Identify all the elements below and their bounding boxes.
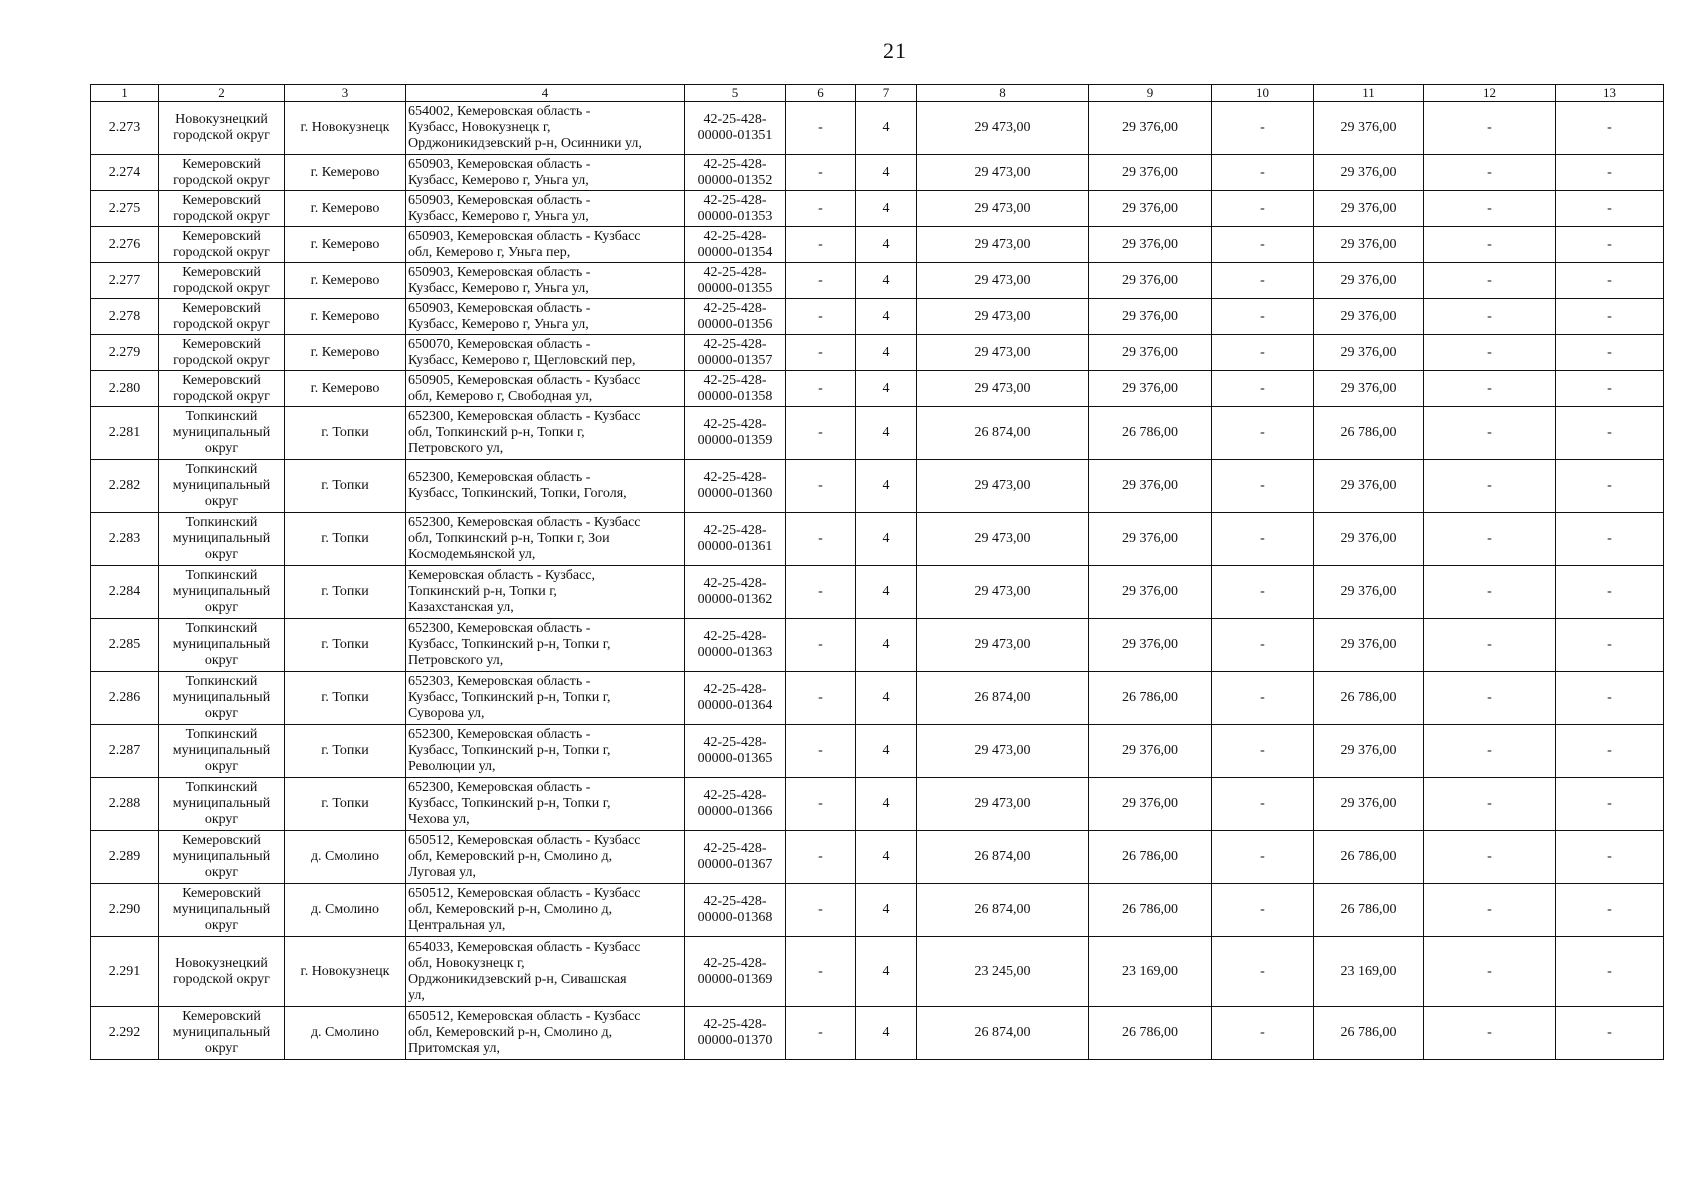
col10-cell: - <box>1212 371 1314 407</box>
col7-cell: 4 <box>856 1007 917 1060</box>
registry-id-cell: 42-25-428- 00000-01370 <box>685 1007 786 1060</box>
col6-cell: - <box>786 566 856 619</box>
col10-cell: - <box>1212 672 1314 725</box>
col11-value-cell: 29 376,00 <box>1314 513 1424 566</box>
table-row <box>91 299 1664 335</box>
col7-cell: 4 <box>856 102 917 155</box>
col13-cell: - <box>1556 335 1664 371</box>
row-index-cell: 2.275 <box>91 191 159 227</box>
col6-cell: - <box>786 831 856 884</box>
row-index-cell: 2.283 <box>91 513 159 566</box>
col9-value-cell: 26 786,00 <box>1089 672 1212 725</box>
col8-value-cell: 29 473,00 <box>917 778 1089 831</box>
row-index-cell: 2.282 <box>91 460 159 513</box>
col6-cell: - <box>786 102 856 155</box>
registry-table <box>90 84 1664 1060</box>
table-row <box>91 884 1664 937</box>
address-cell: 652300, Кемеровская область - Кузбасс, Топкинский р-н, Топки г, Петровского ул, <box>406 619 685 672</box>
col9-value-cell: 26 786,00 <box>1089 884 1212 937</box>
col11-value-cell: 29 376,00 <box>1314 371 1424 407</box>
col7-cell: 4 <box>856 227 917 263</box>
col11-value-cell: 29 376,00 <box>1314 227 1424 263</box>
registry-id-cell: 42-25-428- 00000-01352 <box>685 155 786 191</box>
table-row <box>91 460 1664 513</box>
col11-value-cell: 29 376,00 <box>1314 778 1424 831</box>
col6-cell: - <box>786 884 856 937</box>
col8-value-cell: 26 874,00 <box>917 672 1089 725</box>
col13-cell: - <box>1556 227 1664 263</box>
address-cell: 654033, Кемеровская область - Кузбасс обл, Новокузнецк г, Орджоникидзевский р-н, Сивашская ул, <box>406 937 685 1007</box>
municipality-cell: Новокузнецкий городской округ <box>159 102 285 155</box>
col6-cell: - <box>786 619 856 672</box>
col6-cell: - <box>786 155 856 191</box>
col12-cell: - <box>1424 513 1556 566</box>
settlement-cell: г. Топки <box>285 672 406 725</box>
table-row <box>91 407 1664 460</box>
municipality-cell: Новокузнецкий городской округ <box>159 937 285 1007</box>
col11-value-cell: 23 169,00 <box>1314 937 1424 1007</box>
row-index-cell: 2.277 <box>91 263 159 299</box>
col10-cell: - <box>1212 227 1314 263</box>
col12-cell: - <box>1424 155 1556 191</box>
table-row <box>91 102 1664 155</box>
settlement-cell: г. Кемерово <box>285 335 406 371</box>
col8-value-cell: 26 874,00 <box>917 884 1089 937</box>
row-index-cell: 2.284 <box>91 566 159 619</box>
address-cell: 650903, Кемеровская область - Кузбасс, Кемерово г, Уньга ул, <box>406 263 685 299</box>
col13-cell: - <box>1556 191 1664 227</box>
col13-cell: - <box>1556 831 1664 884</box>
col13-cell: - <box>1556 407 1664 460</box>
settlement-cell: д. Смолино <box>285 1007 406 1060</box>
col7-cell: 4 <box>856 831 917 884</box>
col8-value-cell: 26 874,00 <box>917 407 1089 460</box>
table-row <box>91 672 1664 725</box>
col6-cell: - <box>786 371 856 407</box>
address-cell: 652300, Кемеровская область - Кузбасс обл, Топкинский р-н, Топки г, Петровского ул, <box>406 407 685 460</box>
col11-value-cell: 26 786,00 <box>1314 407 1424 460</box>
col9-value-cell: 29 376,00 <box>1089 371 1212 407</box>
col8-value-cell: 29 473,00 <box>917 566 1089 619</box>
table-row <box>91 227 1664 263</box>
address-cell: 650903, Кемеровская область - Кузбасс, Кемерово г, Уньга ул, <box>406 191 685 227</box>
col9-value-cell: 29 376,00 <box>1089 191 1212 227</box>
settlement-cell: г. Кемерово <box>285 371 406 407</box>
col12-cell: - <box>1424 335 1556 371</box>
col8-value-cell: 29 473,00 <box>917 619 1089 672</box>
col10-cell: - <box>1212 513 1314 566</box>
col10-cell: - <box>1212 884 1314 937</box>
table-row <box>91 778 1664 831</box>
municipality-cell: Кемеровский городской округ <box>159 191 285 227</box>
registry-id-cell: 42-25-428- 00000-01363 <box>685 619 786 672</box>
municipality-cell: Топкинский муниципальный округ <box>159 619 285 672</box>
col6-cell: - <box>786 778 856 831</box>
col9-value-cell: 29 376,00 <box>1089 513 1212 566</box>
municipality-cell: Кемеровский муниципальный округ <box>159 831 285 884</box>
municipality-cell: Кемеровский городской округ <box>159 299 285 335</box>
col7-cell: 4 <box>856 778 917 831</box>
row-index-cell: 2.286 <box>91 672 159 725</box>
col11-value-cell: 26 786,00 <box>1314 1007 1424 1060</box>
col6-cell: - <box>786 227 856 263</box>
table-row <box>91 1007 1664 1060</box>
col7-cell: 4 <box>856 884 917 937</box>
registry-id-cell: 42-25-428- 00000-01355 <box>685 263 786 299</box>
col12-cell: - <box>1424 831 1556 884</box>
column-number: 12 <box>1424 85 1556 102</box>
column-number: 4 <box>406 85 685 102</box>
col6-cell: - <box>786 513 856 566</box>
table-row <box>91 937 1664 1007</box>
municipality-cell: Топкинский муниципальный округ <box>159 725 285 778</box>
col11-value-cell: 29 376,00 <box>1314 155 1424 191</box>
table-row <box>91 371 1664 407</box>
col9-value-cell: 29 376,00 <box>1089 335 1212 371</box>
col13-cell: - <box>1556 102 1664 155</box>
col6-cell: - <box>786 725 856 778</box>
col11-value-cell: 29 376,00 <box>1314 299 1424 335</box>
col6-cell: - <box>786 263 856 299</box>
col13-cell: - <box>1556 371 1664 407</box>
col12-cell: - <box>1424 299 1556 335</box>
settlement-cell: г. Новокузнецк <box>285 937 406 1007</box>
col11-value-cell: 29 376,00 <box>1314 335 1424 371</box>
col10-cell: - <box>1212 725 1314 778</box>
col7-cell: 4 <box>856 263 917 299</box>
col12-cell: - <box>1424 227 1556 263</box>
row-index-cell: 2.290 <box>91 884 159 937</box>
col7-cell: 4 <box>856 619 917 672</box>
col9-value-cell: 29 376,00 <box>1089 619 1212 672</box>
municipality-cell: Кемеровский муниципальный округ <box>159 1007 285 1060</box>
col6-cell: - <box>786 299 856 335</box>
registry-id-cell: 42-25-428- 00000-01368 <box>685 884 786 937</box>
col12-cell: - <box>1424 1007 1556 1060</box>
municipality-cell: Топкинский муниципальный округ <box>159 566 285 619</box>
col10-cell: - <box>1212 102 1314 155</box>
table-row <box>91 155 1664 191</box>
col11-value-cell: 26 786,00 <box>1314 884 1424 937</box>
address-cell: 650512, Кемеровская область - Кузбасс обл, Кемеровский р-н, Смолино д, Притомская ул, <box>406 1007 685 1060</box>
col11-value-cell: 29 376,00 <box>1314 619 1424 672</box>
column-number: 6 <box>786 85 856 102</box>
row-index-cell: 2.273 <box>91 102 159 155</box>
municipality-cell: Топкинский муниципальный округ <box>159 407 285 460</box>
settlement-cell: г. Кемерово <box>285 227 406 263</box>
col10-cell: - <box>1212 460 1314 513</box>
col13-cell: - <box>1556 778 1664 831</box>
col13-cell: - <box>1556 619 1664 672</box>
col8-value-cell: 29 473,00 <box>917 460 1089 513</box>
col12-cell: - <box>1424 672 1556 725</box>
registry-id-cell: 42-25-428- 00000-01360 <box>685 460 786 513</box>
column-number: 9 <box>1089 85 1212 102</box>
col9-value-cell: 29 376,00 <box>1089 263 1212 299</box>
municipality-cell: Кемеровский городской округ <box>159 335 285 371</box>
col9-value-cell: 23 169,00 <box>1089 937 1212 1007</box>
column-number: 7 <box>856 85 917 102</box>
col12-cell: - <box>1424 937 1556 1007</box>
registry-id-cell: 42-25-428- 00000-01369 <box>685 937 786 1007</box>
municipality-cell: Топкинский муниципальный округ <box>159 672 285 725</box>
col13-cell: - <box>1556 566 1664 619</box>
col11-value-cell: 26 786,00 <box>1314 831 1424 884</box>
col6-cell: - <box>786 1007 856 1060</box>
table-row <box>91 263 1664 299</box>
address-cell: 650512, Кемеровская область - Кузбасс обл, Кемеровский р-н, Смолино д, Центральная ул, <box>406 884 685 937</box>
table-row <box>91 335 1664 371</box>
col8-value-cell: 29 473,00 <box>917 227 1089 263</box>
col11-value-cell: 29 376,00 <box>1314 566 1424 619</box>
col9-value-cell: 29 376,00 <box>1089 227 1212 263</box>
col10-cell: - <box>1212 831 1314 884</box>
col9-value-cell: 26 786,00 <box>1089 831 1212 884</box>
col7-cell: 4 <box>856 299 917 335</box>
address-cell: 654002, Кемеровская область - Кузбасс, Новокузнецк г, Орджоникидзевский р-н, Осинники ул, <box>406 102 685 155</box>
address-cell: 650905, Кемеровская область - Кузбасс обл, Кемерово г, Свободная ул, <box>406 371 685 407</box>
col10-cell: - <box>1212 1007 1314 1060</box>
column-number: 5 <box>685 85 786 102</box>
municipality-cell: Кемеровский муниципальный округ <box>159 884 285 937</box>
registry-id-cell: 42-25-428- 00000-01356 <box>685 299 786 335</box>
col10-cell: - <box>1212 937 1314 1007</box>
column-number: 11 <box>1314 85 1424 102</box>
col12-cell: - <box>1424 460 1556 513</box>
registry-id-cell: 42-25-428- 00000-01358 <box>685 371 786 407</box>
col10-cell: - <box>1212 155 1314 191</box>
col6-cell: - <box>786 191 856 227</box>
column-number: 2 <box>159 85 285 102</box>
col9-value-cell: 29 376,00 <box>1089 566 1212 619</box>
municipality-cell: Кемеровский городской округ <box>159 227 285 263</box>
registry-id-cell: 42-25-428- 00000-01351 <box>685 102 786 155</box>
address-cell: 652300, Кемеровская область - Кузбасс, Топкинский р-н, Топки г, Революции ул, <box>406 725 685 778</box>
col13-cell: - <box>1556 513 1664 566</box>
municipality-cell: Топкинский муниципальный округ <box>159 460 285 513</box>
municipality-cell: Топкинский муниципальный округ <box>159 513 285 566</box>
col9-value-cell: 29 376,00 <box>1089 725 1212 778</box>
col13-cell: - <box>1556 1007 1664 1060</box>
col12-cell: - <box>1424 566 1556 619</box>
col13-cell: - <box>1556 937 1664 1007</box>
col12-cell: - <box>1424 191 1556 227</box>
col8-value-cell: 29 473,00 <box>917 513 1089 566</box>
column-number: 8 <box>917 85 1089 102</box>
registry-id-cell: 42-25-428- 00000-01354 <box>685 227 786 263</box>
col8-value-cell: 29 473,00 <box>917 102 1089 155</box>
table-row <box>91 513 1664 566</box>
col12-cell: - <box>1424 884 1556 937</box>
address-cell: Кемеровская область - Кузбасс, Топкинский р-н, Топки г, Казахстанская ул, <box>406 566 685 619</box>
municipality-cell: Кемеровский городской округ <box>159 155 285 191</box>
address-cell: 652300, Кемеровская область - Кузбасс обл, Топкинский р-н, Топки г, Зои Космодемьянской ул, <box>406 513 685 566</box>
settlement-cell: г. Кемерово <box>285 155 406 191</box>
address-cell: 650903, Кемеровская область - Кузбасс, Кемерово г, Уньга ул, <box>406 155 685 191</box>
col11-value-cell: 29 376,00 <box>1314 460 1424 513</box>
col12-cell: - <box>1424 102 1556 155</box>
table-row <box>91 725 1664 778</box>
col12-cell: - <box>1424 725 1556 778</box>
settlement-cell: д. Смолино <box>285 884 406 937</box>
registry-id-cell: 42-25-428- 00000-01364 <box>685 672 786 725</box>
col11-value-cell: 29 376,00 <box>1314 102 1424 155</box>
row-index-cell: 2.276 <box>91 227 159 263</box>
col7-cell: 4 <box>856 672 917 725</box>
col12-cell: - <box>1424 263 1556 299</box>
row-index-cell: 2.291 <box>91 937 159 1007</box>
page-number: 21 <box>883 38 907 63</box>
column-number: 10 <box>1212 85 1314 102</box>
settlement-cell: г. Топки <box>285 566 406 619</box>
registry-id-cell: 42-25-428- 00000-01362 <box>685 566 786 619</box>
col12-cell: - <box>1424 371 1556 407</box>
col10-cell: - <box>1212 263 1314 299</box>
col13-cell: - <box>1556 460 1664 513</box>
settlement-cell: г. Топки <box>285 778 406 831</box>
col12-cell: - <box>1424 778 1556 831</box>
row-index-cell: 2.278 <box>91 299 159 335</box>
col8-value-cell: 29 473,00 <box>917 371 1089 407</box>
col6-cell: - <box>786 672 856 725</box>
col11-value-cell: 29 376,00 <box>1314 191 1424 227</box>
col7-cell: 4 <box>856 371 917 407</box>
registry-id-cell: 42-25-428- 00000-01361 <box>685 513 786 566</box>
col10-cell: - <box>1212 335 1314 371</box>
address-cell: 652300, Кемеровская область - Кузбасс, Топкинский р-н, Топки г, Чехова ул, <box>406 778 685 831</box>
col12-cell: - <box>1424 407 1556 460</box>
col7-cell: 4 <box>856 513 917 566</box>
settlement-cell: г. Новокузнецк <box>285 102 406 155</box>
row-index-cell: 2.274 <box>91 155 159 191</box>
registry-id-cell: 42-25-428- 00000-01359 <box>685 407 786 460</box>
col7-cell: 4 <box>856 155 917 191</box>
col10-cell: - <box>1212 778 1314 831</box>
table-row <box>91 566 1664 619</box>
col7-cell: 4 <box>856 407 917 460</box>
registry-id-cell: 42-25-428- 00000-01353 <box>685 191 786 227</box>
col11-value-cell: 26 786,00 <box>1314 672 1424 725</box>
col11-value-cell: 29 376,00 <box>1314 725 1424 778</box>
table-row <box>91 831 1664 884</box>
col7-cell: 4 <box>856 937 917 1007</box>
col9-value-cell: 26 786,00 <box>1089 407 1212 460</box>
col6-cell: - <box>786 937 856 1007</box>
col7-cell: 4 <box>856 725 917 778</box>
col8-value-cell: 26 874,00 <box>917 1007 1089 1060</box>
col9-value-cell: 29 376,00 <box>1089 299 1212 335</box>
col13-cell: - <box>1556 725 1664 778</box>
col6-cell: - <box>786 407 856 460</box>
settlement-cell: г. Топки <box>285 407 406 460</box>
row-index-cell: 2.288 <box>91 778 159 831</box>
col10-cell: - <box>1212 299 1314 335</box>
col10-cell: - <box>1212 191 1314 227</box>
column-number: 13 <box>1556 85 1664 102</box>
col11-value-cell: 29 376,00 <box>1314 263 1424 299</box>
address-cell: 650512, Кемеровская область - Кузбасс обл, Кемеровский р-н, Смолино д, Луговая ул, <box>406 831 685 884</box>
col9-value-cell: 26 786,00 <box>1089 1007 1212 1060</box>
col10-cell: - <box>1212 566 1314 619</box>
row-index-cell: 2.280 <box>91 371 159 407</box>
row-index-cell: 2.279 <box>91 335 159 371</box>
column-number: 1 <box>91 85 159 102</box>
col12-cell: - <box>1424 619 1556 672</box>
address-cell: 652300, Кемеровская область - Кузбасс, Топкинский, Топки, Гоголя, <box>406 460 685 513</box>
settlement-cell: г. Кемерово <box>285 263 406 299</box>
registry-id-cell: 42-25-428- 00000-01365 <box>685 725 786 778</box>
settlement-cell: г. Топки <box>285 460 406 513</box>
col8-value-cell: 23 245,00 <box>917 937 1089 1007</box>
settlement-cell: г. Топки <box>285 619 406 672</box>
col7-cell: 4 <box>856 566 917 619</box>
row-index-cell: 2.285 <box>91 619 159 672</box>
col8-value-cell: 29 473,00 <box>917 263 1089 299</box>
col8-value-cell: 29 473,00 <box>917 191 1089 227</box>
col10-cell: - <box>1212 407 1314 460</box>
col9-value-cell: 29 376,00 <box>1089 102 1212 155</box>
settlement-cell: г. Топки <box>285 725 406 778</box>
table-row <box>91 619 1664 672</box>
col8-value-cell: 29 473,00 <box>917 335 1089 371</box>
col7-cell: 4 <box>856 460 917 513</box>
col8-value-cell: 29 473,00 <box>917 725 1089 778</box>
col13-cell: - <box>1556 155 1664 191</box>
column-number: 3 <box>285 85 406 102</box>
col13-cell: - <box>1556 263 1664 299</box>
registry-id-cell: 42-25-428- 00000-01366 <box>685 778 786 831</box>
col9-value-cell: 29 376,00 <box>1089 460 1212 513</box>
col9-value-cell: 29 376,00 <box>1089 778 1212 831</box>
row-index-cell: 2.289 <box>91 831 159 884</box>
settlement-cell: г. Кемерово <box>285 191 406 227</box>
registry-id-cell: 42-25-428- 00000-01357 <box>685 335 786 371</box>
col6-cell: - <box>786 335 856 371</box>
col13-cell: - <box>1556 299 1664 335</box>
municipality-cell: Топкинский муниципальный округ <box>159 778 285 831</box>
col8-value-cell: 26 874,00 <box>917 831 1089 884</box>
address-cell: 650070, Кемеровская область - Кузбасс, Кемерово г, Щегловский пер, <box>406 335 685 371</box>
col6-cell: - <box>786 460 856 513</box>
col8-value-cell: 29 473,00 <box>917 155 1089 191</box>
registry-id-cell: 42-25-428- 00000-01367 <box>685 831 786 884</box>
address-cell: 652303, Кемеровская область - Кузбасс, Топкинский р-н, Топки г, Суворова ул, <box>406 672 685 725</box>
settlement-cell: д. Смолино <box>285 831 406 884</box>
col8-value-cell: 29 473,00 <box>917 299 1089 335</box>
settlement-cell: г. Топки <box>285 513 406 566</box>
address-cell: 650903, Кемеровская область - Кузбасс обл, Кемерово г, Уньга пер, <box>406 227 685 263</box>
col10-cell: - <box>1212 619 1314 672</box>
column-number-row <box>91 85 1664 102</box>
address-cell: 650903, Кемеровская область - Кузбасс, Кемерово г, Уньга ул, <box>406 299 685 335</box>
col9-value-cell: 29 376,00 <box>1089 155 1212 191</box>
municipality-cell: Кемеровский городской округ <box>159 263 285 299</box>
col7-cell: 4 <box>856 335 917 371</box>
col13-cell: - <box>1556 884 1664 937</box>
col7-cell: 4 <box>856 191 917 227</box>
row-index-cell: 2.281 <box>91 407 159 460</box>
col13-cell: - <box>1556 672 1664 725</box>
row-index-cell: 2.287 <box>91 725 159 778</box>
municipality-cell: Кемеровский городской округ <box>159 371 285 407</box>
settlement-cell: г. Кемерово <box>285 299 406 335</box>
table-row <box>91 191 1664 227</box>
row-index-cell: 2.292 <box>91 1007 159 1060</box>
